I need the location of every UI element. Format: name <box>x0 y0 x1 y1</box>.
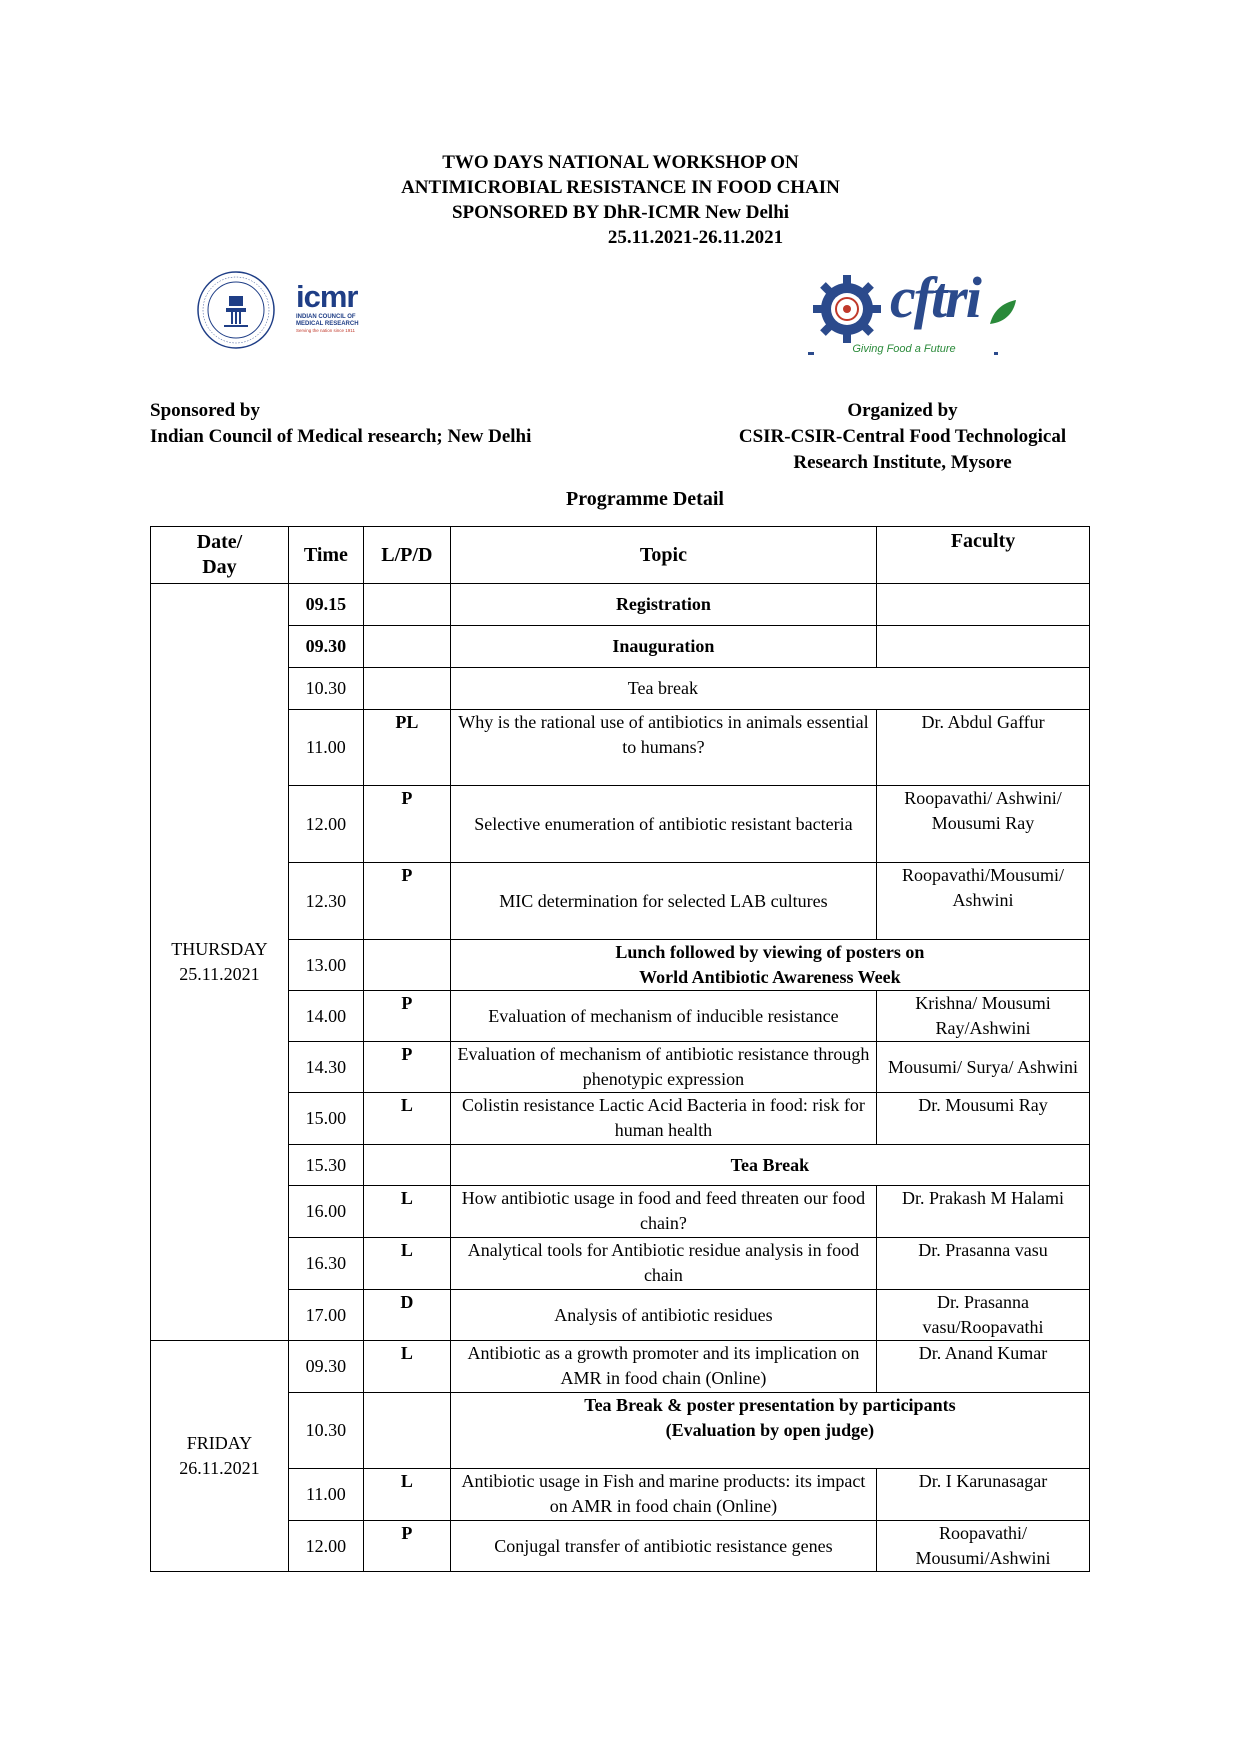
faculty-cell: Dr. I Karunasagar <box>877 1469 1090 1521</box>
topic-cell: Colistin resistance Lactic Acid Bacteria in food: risk for human health <box>450 1093 876 1145</box>
table-row <box>151 1393 1090 1469</box>
time-cell: 09.15 <box>288 584 363 626</box>
lpd-cell <box>363 584 450 626</box>
icmr-emblem-logo <box>196 270 276 350</box>
programme-title: Programme Detail <box>566 488 724 510</box>
time-cell: 12.30 <box>288 863 363 940</box>
topic-cell: Evaluation of mechanism of inducible resistance <box>450 991 876 1042</box>
sponsor-block <box>150 398 531 450</box>
lpd-cell <box>363 668 450 710</box>
lpd-cell: L <box>363 1186 450 1238</box>
table-row <box>151 991 1090 1042</box>
lpd-cell: L <box>363 1341 450 1393</box>
time-cell: 11.00 <box>288 1469 363 1521</box>
topic-cell: How antibiotic usage in food and feed threaten our food chain? <box>450 1186 876 1238</box>
icmr-logo-word: icmr <box>296 279 358 314</box>
lpd-cell: P <box>363 1521 450 1572</box>
lpd-cell <box>363 1393 450 1469</box>
table-row <box>151 1290 1090 1341</box>
time-cell: 16.30 <box>288 1238 363 1290</box>
lpd-cell: D <box>363 1290 450 1341</box>
header-time: Time <box>288 527 363 584</box>
table-row <box>151 1093 1090 1145</box>
faculty-cell: Mousumi/ Surya/ Ashwini <box>877 1042 1090 1093</box>
lpd-cell: P <box>363 991 450 1042</box>
cftri-logo-tagline: Giving Food a Future <box>814 343 994 355</box>
faculty-cell: Dr. Prasanna vasu/Roopavathi <box>877 1290 1090 1341</box>
icmr-logo-sub2: MEDICAL RESEARCH <box>296 321 359 327</box>
lpd-cell: P <box>363 786 450 863</box>
time-cell: 11.00 <box>288 710 363 786</box>
title-line-1: TWO DAYS NATIONAL WORKSHOP ON <box>442 152 799 173</box>
topic-cell: Antibiotic as a growth promoter and its implication on AMR in food chain (Online) <box>450 1341 876 1393</box>
time-cell: 09.30 <box>288 1341 363 1393</box>
time-cell: 14.30 <box>288 1042 363 1093</box>
table-row <box>151 1469 1090 1521</box>
lpd-cell: L <box>363 1093 450 1145</box>
lpd-cell <box>363 940 450 991</box>
workshop-title <box>0 150 1241 250</box>
topic-cell: Tea Break <box>450 1145 1089 1186</box>
faculty-cell <box>877 626 1090 668</box>
time-cell: 16.00 <box>288 1186 363 1238</box>
topic-cell: Evaluation of mechanism of antibiotic resistance through phenotypic expression <box>450 1042 876 1093</box>
table-row <box>151 1238 1090 1290</box>
csir-gear-logo <box>811 273 883 345</box>
faculty-cell: Dr. Prakash M Halami <box>877 1186 1090 1238</box>
lpd-cell <box>363 626 450 668</box>
topic-cell-lunch: Lunch followed by viewing of posters on World Antibiotic Awareness Week <box>450 940 1089 991</box>
topic-cell: Analytical tools for Antibiotic residue analysis in food chain <box>450 1238 876 1290</box>
header-topic: Topic <box>450 527 876 584</box>
topic-cell: Registration <box>450 584 876 626</box>
table-row <box>151 584 1090 626</box>
organizer-label: Organized by <box>847 400 958 421</box>
sponsor-name: Indian Council of Medical research; New Delhi <box>150 426 532 447</box>
faculty-cell: Dr. Prasanna vasu <box>877 1238 1090 1290</box>
topic-cell: Selective enumeration of antibiotic resistant bacteria <box>450 786 876 863</box>
icmr-logo-tagline: Serving the nation since 1911 <box>296 328 355 333</box>
faculty-cell: Roopavathi/ Ashwini/ Mousumi Ray <box>877 786 1090 863</box>
table-row <box>151 1145 1090 1186</box>
table-row <box>151 1341 1090 1393</box>
table-header-row <box>151 527 1090 584</box>
time-cell: 13.00 <box>288 940 363 991</box>
topic-cell: Analysis of antibiotic residues <box>450 1290 876 1341</box>
table-row <box>151 626 1090 668</box>
faculty-cell: Dr. Abdul Gaffur <box>877 710 1090 786</box>
icmr-logo <box>296 279 376 334</box>
lpd-cell <box>363 1145 450 1186</box>
day-cell-friday: FRIDAY 26.11.2021 <box>151 1341 289 1572</box>
time-cell: 10.30 <box>288 668 363 710</box>
lpd-cell: P <box>363 863 450 940</box>
time-cell: 14.00 <box>288 991 363 1042</box>
table-row <box>151 1186 1090 1238</box>
time-cell: 15.00 <box>288 1093 363 1145</box>
topic-cell: Antibiotic usage in Fish and marine products: its impact on AMR in food chain (Online) <box>450 1469 876 1521</box>
lpd-cell: P <box>363 1042 450 1093</box>
faculty-cell: Roopavathi/ Mousumi/Ashwini <box>877 1521 1090 1572</box>
topic-cell: Inauguration <box>450 626 876 668</box>
programme-table <box>150 526 1090 1572</box>
cftri-logo <box>852 265 1018 358</box>
table-row <box>151 863 1090 940</box>
faculty-cell <box>877 584 1090 626</box>
topic-cell: Why is the rational use of antibiotics in animals essential to humans? <box>450 710 876 786</box>
cftri-logo-word: cftri <box>890 265 980 330</box>
time-cell: 15.30 <box>288 1145 363 1186</box>
topic-cell: MIC determination for selected LAB cultures <box>450 863 876 940</box>
table-row <box>151 1042 1090 1093</box>
table-row <box>151 710 1090 786</box>
day-cell-thursday: THURSDAY 25.11.2021 <box>151 584 289 1341</box>
organizer-line-2: Research Institute, Mysore <box>793 452 1012 473</box>
topic-cell: Tea break <box>450 668 1089 710</box>
topic-cell: Conjugal transfer of antibiotic resistance genes <box>450 1521 876 1572</box>
time-cell: 12.00 <box>288 1521 363 1572</box>
workshop-dates: 25.11.2021-26.11.2021 <box>607 227 784 248</box>
title-line-3: SPONSORED BY DhR-ICMR New Delhi <box>451 202 790 223</box>
sponsor-label: Sponsored by <box>150 400 261 421</box>
header-lpd: L/P/D <box>363 527 450 584</box>
table-row <box>151 786 1090 863</box>
title-line-2: ANTIMICROBIAL RESISTANCE IN FOOD CHAIN <box>401 177 840 198</box>
faculty-cell: Krishna/ Mousumi Ray/Ashwini <box>877 991 1090 1042</box>
time-cell: 12.00 <box>288 786 363 863</box>
faculty-cell: Roopavathi/Mousumi/ Ashwini <box>877 863 1090 940</box>
header-date-day: Date/ Day <box>151 527 289 584</box>
icmr-logo-sub1: INDIAN COUNCIL OF <box>296 314 356 320</box>
time-cell: 10.30 <box>288 1393 363 1469</box>
faculty-cell: Dr. Mousumi Ray <box>877 1093 1090 1145</box>
table-row <box>151 1521 1090 1572</box>
topic-cell-poster: Tea Break & poster presentation by participants (Evaluation by open judge) <box>450 1393 1089 1469</box>
header-faculty: Faculty <box>877 527 1090 584</box>
lpd-cell: PL <box>363 710 450 786</box>
lpd-cell: L <box>363 1238 450 1290</box>
leaf-icon <box>988 298 1018 328</box>
table-row <box>151 668 1090 710</box>
faculty-cell: Dr. Anand Kumar <box>877 1341 1090 1393</box>
organizer-line-1: CSIR-CSIR-Central Food Technological <box>738 426 1067 447</box>
lpd-cell: L <box>363 1469 450 1521</box>
table-row <box>151 940 1090 991</box>
time-cell: 17.00 <box>288 1290 363 1341</box>
organizer-block <box>715 398 1090 476</box>
time-cell: 09.30 <box>288 626 363 668</box>
